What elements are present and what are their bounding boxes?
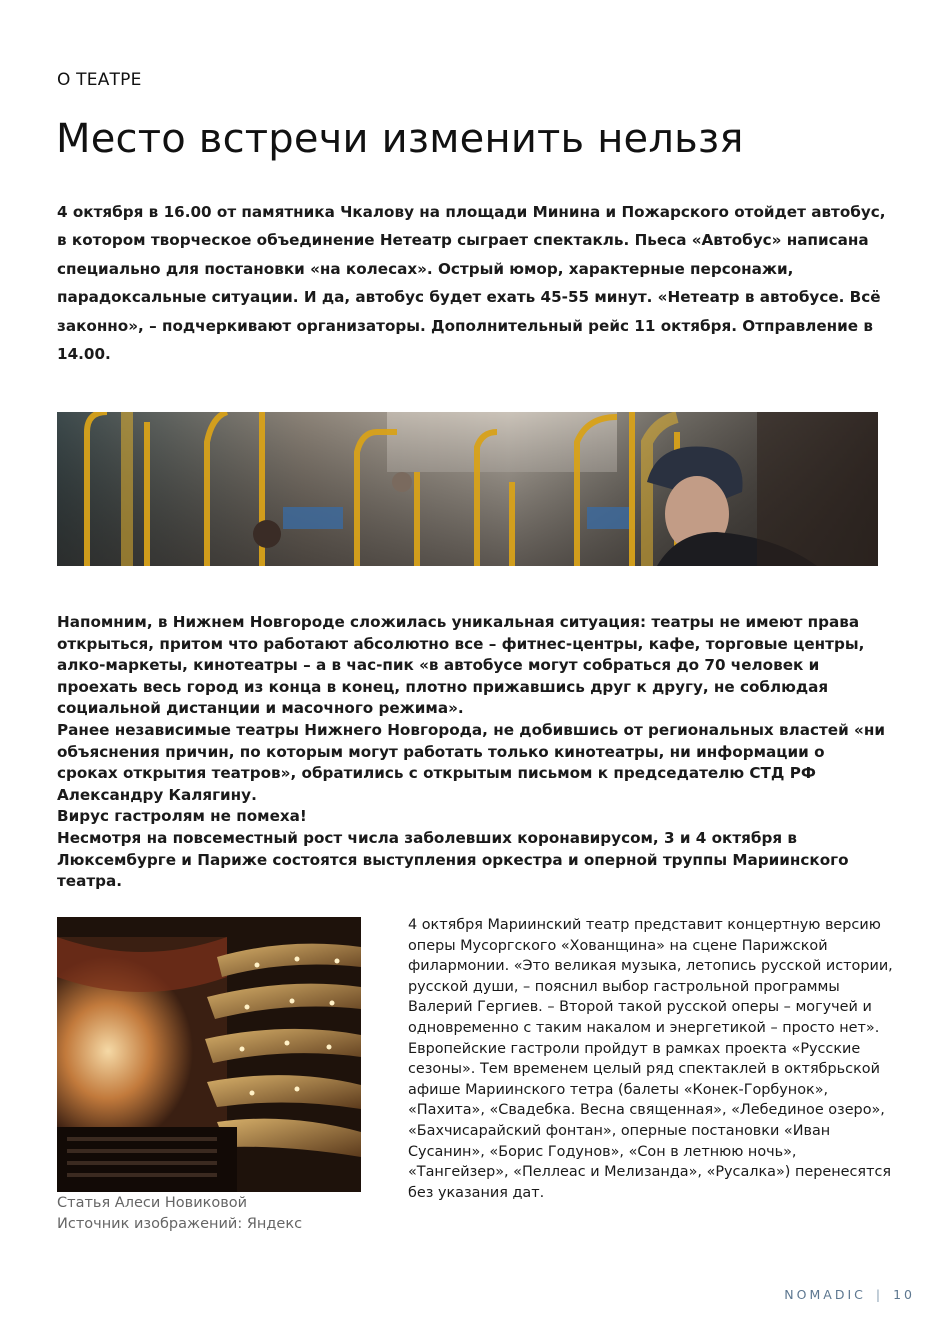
footer-separator: | bbox=[875, 1287, 884, 1302]
column-paragraph: Европейские гастроли пройдут в рамках проекта «Русские сезоны». Тем временем целый ряд спектаклей в октябрьской афише Мариинского тетра (балеты «Конек-Горбунок», «Пахита», «Свадебка. Весна священная», «Лебединое озеро», «Бахчисарайский фонтан», оперные постановки «Иван Сусанин», «Борис Годунов», «Сон в летнюю ночь», «Тангейзер», «Пеллеас и Мелизанда», «Русалка») перенесятся без указания дат. bbox=[408, 1040, 892, 1201]
article-title: Место встречи изменить нельзя bbox=[56, 116, 744, 162]
photo-caption bbox=[57, 1193, 377, 1235]
caption-author: Статья Алеси Новиковой bbox=[57, 1195, 248, 1211]
body-paragraph: Напомним, в Нижнем Новгороде сложилась уникальная ситуация: театры не имеют права открыться, притом что работают абсолютно все – фитнес-центры, кафе, торговые центры, алко-маркеты, кинотеатры – а в час-пик «в автобусе могут собраться до 70 человек и проехать весь город из конца в конец, плотно прижавшись друг к другу, не соблюдая социальной дистанции и масочного режима». bbox=[57, 613, 865, 718]
right-column-text bbox=[408, 915, 898, 1203]
article-lead: 4 октября в 16.00 от памятника Чкалову на площади Минина и Пожарского отойдет автобус, в котором творческое объединение Нетеатр сыграет спектакль. Пьеса «Автобус» написана специально для постановки «на колесах». Острый юмор, характерные персонажи, парадоксальные ситуации. И да, автобус будет ехать 45-55 минут. «Нетеатр в автобусе. Всё законно», – подчеркивают организаторы. Дополнительный рейс 11 октября. Отправление в 14.00. bbox=[57, 203, 886, 364]
page-number: 10 bbox=[893, 1287, 915, 1302]
body-subheading: Вирус гастролям не помеха! bbox=[57, 807, 307, 826]
column-paragraph: 4 октября Мариинский театр представит концертную версию оперы Мусоргского «Хованщина» на сцене Парижской филармонии. «Это великая музыка, летопись русской истории, русской души, – пояснил выбор гастрольной программы Валерий Гергиев. – Второй такой русской оперы – могучей и одновременно с таким накалом и энергетикой – просто нет». bbox=[408, 917, 893, 1036]
body-paragraph: Несмотря на повсеместный рост числа заболевших коронавирусом, 3 и 4 октября в Люксембурге и Париже состоятся выступления оркестра и оперной труппы Мариинского театра. bbox=[57, 828, 849, 891]
body-paragraph: Ранее независимые театры Нижнего Новгорода, не добившись от региональных властей «ни объяснения причин, по которым могут работать только кинотеатры, ни информации о сроках открытия театров», обратились с открытым письмом к председателю СТД РФ Александру Калягину. bbox=[57, 720, 885, 804]
body-bold-text bbox=[57, 612, 889, 893]
section-label: О ТЕАТРЕ bbox=[57, 70, 142, 90]
page-footer bbox=[784, 1287, 915, 1302]
caption-source: Источник изображений: Яндекс bbox=[57, 1216, 303, 1232]
theatre-interior-photo bbox=[57, 917, 361, 1192]
bus-interior-photo bbox=[57, 412, 878, 566]
footer-brand: NOMADIC bbox=[784, 1287, 866, 1302]
